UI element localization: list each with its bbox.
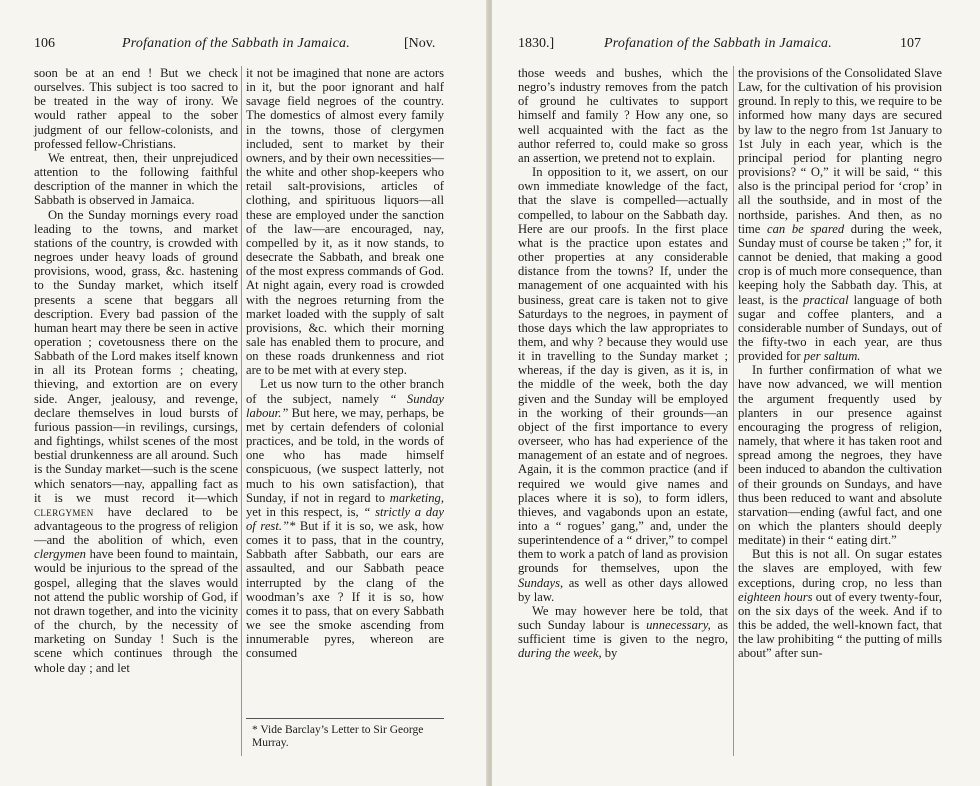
paragraph: the provisions of the Consolidated Slave Law, for the cultivation of his provision ground. In reply to this, we require to be informed how many days are secured by law to the negro from 1st January to 1st July in each year, which is the principal period for planting negro provisions? “ O,” it will be said, “ this also is the principal period for ‘crop’ in all the southside, and in most of the northside, parishes. And then, as no time can be spared during the week, Sunday must of course be taken ;” for, it cannot be denied, that making a good crop is of much more consequence, than keeping holy the Sabbath day. This, at least, is the practical language of both sugar and coffee planters, and a considerable number of Sundays, out of the fifty-two in each year, are thus provided for per saltum. — [738, 66, 942, 364]
left-page — [0, 0, 488, 786]
left-page-header — [0, 36, 488, 62]
column-rule — [241, 66, 242, 756]
page-number: 106 — [34, 36, 55, 51]
paragraph: In further confirmation of what we have now advanced, we will mention the argument frequently used by planters in our presence against encouraging the progress of religion, namely, that where it has taken root and spread among the negroes, they have been induced to abandon the cultivation of their grounds on Sundays, and have thus been reduced to want and absolute starvation—ending (awful fact, and one on which the planters should deeply meditate) in their “ eating dirt.” — [738, 363, 942, 548]
page-number: 107 — [900, 36, 921, 51]
right-page — [492, 0, 980, 786]
footnote-rule — [246, 718, 444, 719]
paragraph: Let us now turn to the other branch of the subject, namely “ Sunday labour.” But here, we may, perhaps, be met by certain defenders of colonial practices, and be told, in the words of one who has made himself conspicuous, (we suspect latterly, not much to his own satisfaction), that Sunday, if not in regard to marketing, yet in this respect, is, “ strictly a day of rest.”* But if it is so, we ask, how comes it to pass, that in the country, Sabbath after Sabbath, our ears are assaulted, and our Sabbath peace interrupted by the clang of the woodman’s axe ? If it is so, how comes it to pass, that on every Sabbath we see the smoke ascending from innumerable pyres, whereon are consumed — [246, 377, 444, 661]
paragraph: it not be imagined that none are actors in it, but the poor ignorant and half savage field negroes of the country. The domestics of almost every family in the towns, those of clergymen included, sent to market by their owners, and by their own necessities—the white and other shop-keepers who retail salt-provisions, articles of clothing, and spirituous liquors—all these are employed under the sanction of the law—are encouraged, nay, compelled by it, as it now stands, to desecrate the Sabbath, and break one of the most express commands of God. At night again, every road is crowded with the negroes returning from the market loaded with the supply of salt provisions, &c. which their morning sale has enabled them to procure, and on these roads drunkenness and riot are to be met with at every step. — [246, 66, 444, 378]
paragraph: soon be at an end ! But we check ourselves. This subject is too sacred to be treated in the way of irony. We would rather appeal to the sober judgment of our fellow-colonists, and professed fellow-Christians. — [34, 66, 238, 151]
left-column-1 — [34, 66, 238, 675]
running-title: Profanation of the Sabbath in Jamaica. — [604, 36, 832, 51]
paragraph: In opposition to it, we assert, on our own immediate knowledge of the fact, that the slave is compelled—actually compelled, to labour on the Sabbath day. Here are our proofs. In the first place what is the practice upon estates and other properties at any considerable distance from the towns? If, under the management of one acquainted with his business, great care is taken not to give Saturdays to the negroes, in payment of those days which the law appropriates to them, and why ? because they would use it in travelling to the Sunday market ; whereas, if the day is given, as it is, in the middle of the week, both the day given and the Sunday will be employed in the working of their grounds—an object of the first importance to every overseer, who has had experience of the management of an estate and of negroes. Again, it is the common practice (and if required we would give names and places where it is so), to form idlers, thieves, and vagabonds upon an estate, into a “ rogues’ gang,” and, under the superintendence of a “ driver,” to compel them to work a patch of land as provision grounds for themselves, upon the Sundays, as well as other days allowed by law. — [518, 165, 728, 604]
right-column-2 — [738, 66, 942, 661]
paragraph: We entreat, then, their unprejudiced attention to the following faithful description of the manner in which the Sabbath is observed in Jamaica. — [34, 150, 238, 208]
running-title: Profanation of the Sabbath in Jamaica. — [122, 36, 350, 51]
column-rule — [733, 66, 734, 756]
right-column-1 — [518, 66, 728, 661]
paragraph: those weeds and bushes, which the negro’s industry removes from the patch of ground he cultivates to support himself and family ? How any one, so well acquainted with the fact as the author referred to, could make so gross an assertion, we pretend not to explain. — [518, 66, 728, 165]
paragraph: We may however here be told, that such Sunday labour is unnecessary, as sufficient time is given to the negro, during the week, by — [518, 603, 728, 661]
paragraph: But this is not all. On sugar estates the slaves are employed, with few exceptions, during crop, no less than eighteen hours out of every twenty-four, on the six days of the week. And if to this be added, the well-known fact, that the law prohibiting “ the putting of mills about” after sun- — [738, 547, 943, 661]
page-date: 1830.] — [518, 36, 555, 51]
footnote: * Vide Barclay’s Letter to Sir George Murray. — [252, 724, 424, 749]
left-column-2 — [246, 66, 444, 661]
right-page-header — [492, 36, 980, 62]
paragraph: On the Sunday mornings every road leading to the towns, and market stations of the country, is crowded with negroes under heavy loads of ground provisions, wood, grass, &c. hastening to the Sunday market, which itself presents a scene that beggars all description. Every bad passion of the human heart may there be seen in active operation ; covetousness there on the Sabbath of the Lord makes itself known in all its Protean forms ; cheating, thieving, and extortion are on every side. Anger, jealousy, and revenge, declare themselves in loud bursts of furious passion—in revilings, cursings, and fightings, whilst scenes of the most bestial drunkenness are all around. Such is the Sunday market—such is the scene which senators—nay, appalling fact as it is we must record it—which clergymen have declared to be advantageous to the progress of religion—and the abolition of which, even clergymen have been found to maintain, would be injurious to the spread of the gospel, alleging that the slaves would not attend the public worship of God, if not drawn together, and into the vicinity of the church, by the necessity of marketing on Sunday ! Such is the scene which continues through the whole day ; and let — [34, 207, 238, 675]
page-date: [Nov. — [404, 36, 436, 51]
